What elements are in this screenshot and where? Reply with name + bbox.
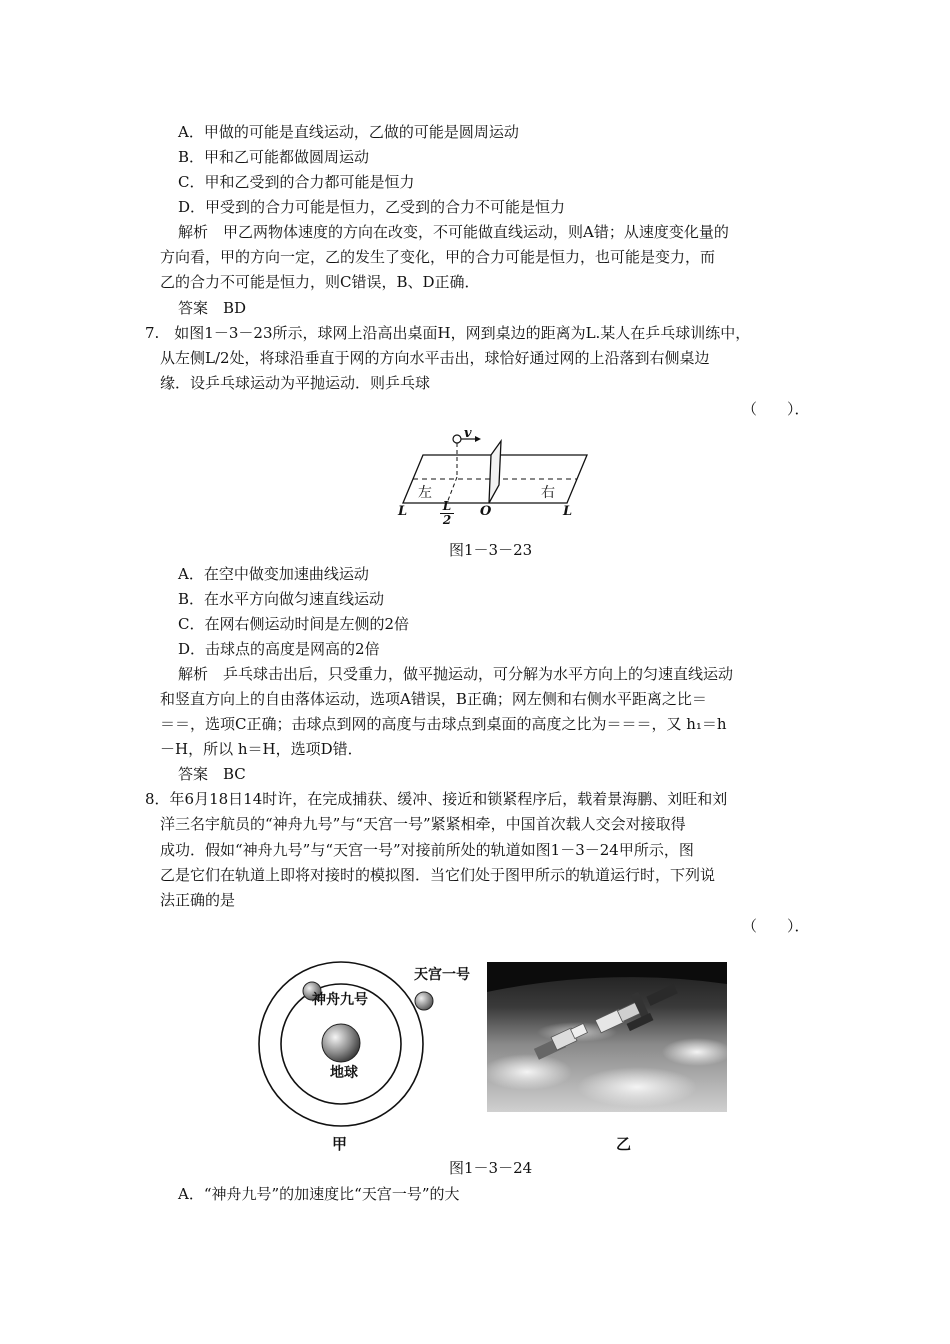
right-side-label: 右 [541,485,555,501]
left-edge-label: L [398,504,408,519]
q6-option-b: B．甲和乙可能都做圆周运动 [178,148,370,166]
q6-answer: 答案 BD [178,299,247,317]
earth-icon [322,1024,360,1062]
ball-icon [453,435,461,443]
q7-stem-line: 缘．设乒乓球运动为平抛运动．则乒乓球 [160,374,431,392]
q6-analysis-line: 乙的合力不可能是恒力，则C错误，B、D正确． [160,273,480,291]
q7-option-a: A．在空中做变加速曲线运动 [178,565,369,583]
q8-stem-line: 法正确的是 [160,891,236,909]
q7-analysis-line: 解析 乒乓球击出后，只受重力，做平抛运动，可分解为水平方向上的匀速直线运动 [178,665,734,683]
figure-yi-label: 乙 [616,1135,632,1153]
net [489,441,501,503]
docking-photo [487,962,727,1112]
figure-caption-1-3-24: 图1－3－24 [449,1159,533,1177]
q6-analysis-line: 解析 甲乙两物体速度的方向在改变，不可能做直线运动，则A错；从速度变化量的 [178,223,729,241]
q6-option-a: A．甲做的可能是直线运动，乙做的可能是圆周运动 [178,123,519,141]
q7-answer-bracket: （ ）． [742,400,810,418]
figure-caption-1-3-23: 图1－3－23 [449,541,533,559]
figure-jia-label: 甲 [332,1135,348,1153]
q7-analysis-line: ＝＝，选项C正确；击球点到网的高度与击球点到桌面的高度之比为＝＝＝，又 h₁＝h [160,715,727,733]
q6-analysis-line: 方向看，甲的方向一定，乙的发生了变化，甲的合力可能是恒力，也可能是变力，而 [160,248,716,266]
q7-option-c: C．在网右侧运动时间是左侧的2倍 [178,615,410,633]
q8-stem-line: 8．年6月18日14时许，在完成捕获、缓冲、接近和锁紧程序后，载着景海鹏、刘旺和刘 [145,790,728,808]
q7-analysis-line: 和竖直方向上的自由落体运动，选项A错误，B正确；网左侧和右侧水平距离之比＝ [160,690,707,708]
velocity-label: v [464,426,472,441]
tiangong-icon [415,992,433,1010]
q8-answer-bracket: （ ）． [742,917,810,935]
half-length-numerator: L [442,499,452,513]
q7-option-d: D．击球点的高度是网高的2倍 [178,640,380,658]
shenzhou-label: 神舟九号 [312,992,368,1008]
half-length-denominator: 2 [440,513,454,527]
q7-answer: 答案 BC [178,765,246,783]
cloud [577,1067,697,1107]
right-edge-label: L [563,504,573,519]
q8-stem-line: 乙是它们在轨道上即将对接时的模拟图．当它们处于图甲所示的轨道运行时，下列说 [160,866,716,884]
left-side-label: 左 [418,485,432,501]
q8-stem-line: 洋三名宇航员的“神舟九号”与“天宫一号”紧紧相牵，中国首次载人交会对接取得 [160,815,686,833]
q7-stem-line: 从左侧L/2处，将球沿垂直于网的方向水平击出，球恰好通过网的上沿落到右侧桌边 [160,349,710,367]
q8-option-a: A．“神舟九号”的加速度比“天宫一号”的大 [178,1185,460,1203]
q7-analysis-line: －H，所以 h＝H，选项D错． [160,740,363,758]
half-length-label [440,500,454,527]
origin-label: O [480,504,492,519]
earth-label: 地球 [330,1065,358,1081]
q6-option-c: C．甲和乙受到的合力都可能是恒力 [178,173,415,191]
q7-stem-line: 7. 如图1－3－23所示，球网上沿高出桌面H，网到桌边的距离为L.某人在乒乓球训练中， [145,324,751,342]
q6-option-d: D．甲受到的合力可能是恒力，乙受到的合力不可能是恒力 [178,198,566,216]
q8-stem-line: 成功．假如“神舟九号”与“天宫一号”对接前所处的轨道如图1－3－24甲所示，图 [160,841,694,859]
q7-option-b: B．在水平方向做匀速直线运动 [178,590,385,608]
tiangong-label: 天宫一号 [414,967,470,983]
